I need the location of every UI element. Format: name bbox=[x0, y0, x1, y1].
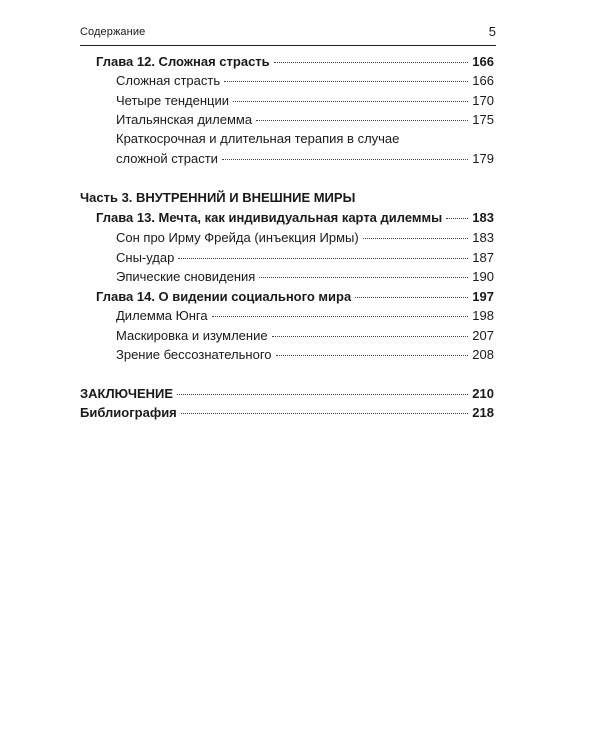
toc-entry-conclusion bbox=[80, 386, 494, 402]
toc-label: Дилемма Юнга bbox=[116, 308, 208, 323]
toc-page: 197 bbox=[472, 289, 494, 304]
toc-label: Сон про Ирму Фрейда (инъекция Ирмы) bbox=[116, 230, 359, 245]
toc-entry-bibliography bbox=[80, 405, 494, 421]
toc-label: Библиография bbox=[80, 405, 177, 420]
toc-label: Маскировка и изумление bbox=[116, 328, 268, 343]
toc-label: Часть 3. ВНУТРЕННИЙ И ВНЕШНИЕ МИРЫ bbox=[80, 190, 356, 205]
toc-page: 210 bbox=[472, 386, 494, 401]
dot-leader bbox=[177, 394, 468, 395]
running-title: Содержание bbox=[80, 26, 146, 38]
toc-entry bbox=[116, 347, 494, 363]
toc-label: Глава 14. О видении социального мира bbox=[96, 289, 352, 304]
dot-leader bbox=[355, 297, 468, 298]
dot-leader bbox=[276, 355, 469, 356]
toc-entry-chapter-12 bbox=[96, 54, 494, 70]
toc-entry bbox=[116, 250, 494, 266]
toc-entry bbox=[116, 269, 494, 285]
dot-leader bbox=[178, 258, 468, 259]
dot-leader bbox=[181, 413, 469, 414]
dot-leader bbox=[259, 277, 468, 278]
toc-entry bbox=[116, 308, 494, 324]
toc-label: Глава 12. Сложная страсть bbox=[96, 54, 270, 69]
toc-page: 183 bbox=[472, 230, 494, 245]
toc-entry bbox=[116, 328, 494, 344]
toc-entry bbox=[116, 112, 494, 128]
toc-label: Сны-удар bbox=[116, 250, 175, 265]
toc-label: Глава 13. Мечта, как индивидуальная карта дилеммы bbox=[96, 210, 443, 225]
dot-leader bbox=[272, 336, 469, 337]
dot-leader bbox=[274, 62, 469, 63]
toc-entry-multiline-first: Краткосрочная и длительная терапия в случае bbox=[116, 131, 400, 146]
toc-page: 187 bbox=[472, 250, 494, 265]
toc-entry bbox=[116, 230, 494, 246]
toc-entry-chapter-13 bbox=[96, 210, 494, 226]
toc-page: 166 bbox=[472, 54, 494, 69]
toc-page: 183 bbox=[472, 210, 494, 225]
toc-label: Четыре тенденции bbox=[116, 93, 230, 108]
toc-label: ЗАКЛЮЧЕНИЕ bbox=[80, 386, 174, 401]
toc-label: Итальянская дилемма bbox=[116, 112, 253, 127]
toc-label: Эпические сновидения bbox=[116, 269, 256, 284]
toc-part-3 bbox=[80, 190, 494, 206]
toc-page: 218 bbox=[472, 405, 494, 420]
dot-leader bbox=[233, 101, 468, 102]
toc-label: Сложная страсть bbox=[116, 73, 221, 88]
page-header bbox=[80, 26, 496, 44]
dot-leader bbox=[224, 81, 468, 82]
toc-page: 208 bbox=[472, 347, 494, 362]
toc-entry bbox=[116, 151, 494, 167]
toc-page: 170 bbox=[472, 93, 494, 108]
toc-page: 166 bbox=[472, 73, 494, 88]
toc-entry-chapter-14 bbox=[96, 289, 494, 305]
header-rule bbox=[80, 45, 496, 46]
toc-entry bbox=[116, 73, 494, 89]
toc-label: сложной страсти bbox=[116, 151, 218, 166]
toc-page: 190 bbox=[472, 269, 494, 284]
dot-leader bbox=[222, 159, 468, 160]
toc-page: 179 bbox=[472, 151, 494, 166]
dot-leader bbox=[212, 316, 469, 317]
dot-leader bbox=[446, 218, 468, 219]
page-number: 5 bbox=[488, 24, 496, 39]
dot-leader bbox=[256, 120, 468, 121]
toc-entry bbox=[116, 93, 494, 109]
toc-page: 198 bbox=[472, 308, 494, 323]
toc-page: 207 bbox=[472, 328, 494, 343]
dot-leader bbox=[363, 238, 469, 239]
toc-label: Зрение бессознательного bbox=[116, 347, 272, 362]
toc-page: 175 bbox=[472, 112, 494, 127]
